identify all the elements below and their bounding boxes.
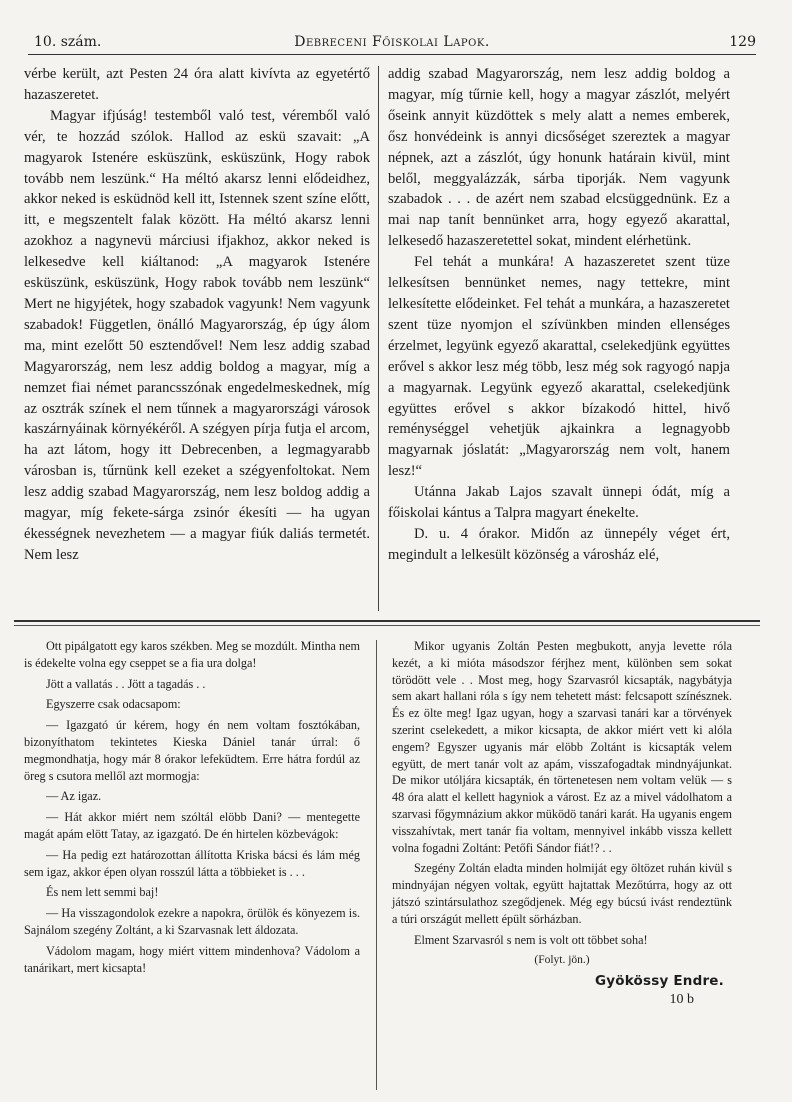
paragraph: Szegény Zoltán eladta minden holmiját egy öltözet ruhán kivül s mindnyájan négyen voltak, együtt hajtattak Mezőtúrra, hogy az ott játszó szintársulathoz szegődjenek. Még egy búcsú ivást rendeztünk a túri országút mellett épült sörházban.: [392, 861, 732, 926]
paragraph: És nem lett semmi baj!: [46, 885, 159, 900]
page-header: [28, 30, 756, 54]
feuilleton-right-column: [392, 638, 732, 1009]
header-rule: [28, 54, 756, 55]
paragraph: Vádolom magam, hogy miért vittem mindenhova? Vádolom a tanárikart, mert kicsapta!: [24, 943, 360, 975]
paragraph: addig szabad Magyarország, nem lesz addig boldog a magyar, míg tűrnie kell, hogy a magyar zászlót, melyért őseink annyit küzdöttek s mely alatt a nemes emberek, ősz honvédeink is annyi dicsőséget szereztek a magyar népnek, azt a zászlót, úgy honunk határain kivül, mint belől, meggyalázzák, sárba tiporják. Nem vagyunk szabadok . . . de azért nem szabad elcsüggednünk. Ez a mai nap tanít bennünket arra, hogy egyező akarattal, lelkesedő hazaszeretettel sokat, mindent elérhetünk.: [388, 66, 730, 250]
feuilleton-left-column: [24, 638, 360, 980]
signature-mark: 10 b: [669, 991, 694, 1007]
paragraph: — Ha pedig ezt határozottan állította Kriska bácsi és lám még sem igaz, akkor épen olyan rosszúl látta a többieket is . . .: [24, 847, 360, 879]
paragraph: — Az igaz.: [46, 789, 102, 804]
paragraph: Utánna Jakab Lajos szavalt ünnepi ódát, míg a főiskolai kántus a Talpra magyart énekelte.: [388, 484, 730, 522]
author-signature: Gyökössy Endre.: [594, 973, 724, 990]
paragraph: — Hát akkor miért nem szóltál elöbb Dani? — mentegette magát apám elött Tatay, az igazgató. De én hirtelen közbevágok:: [24, 810, 360, 841]
section-rule-thin: [14, 625, 760, 626]
main-left-column: [24, 64, 370, 566]
paragraph: Jött a vallatás . . Jött a tagadás . .: [46, 676, 206, 691]
column-divider: [378, 66, 379, 611]
journal-title: Debreceni Főiskolai Lapok.: [294, 34, 490, 50]
page-number: 129: [729, 34, 756, 50]
column-divider: [376, 640, 377, 1090]
main-right-column: [388, 64, 730, 566]
section-rule: [14, 620, 760, 622]
continued-note: (Folyt. jön.): [534, 954, 590, 967]
paragraph: vérbe került, azt Pesten 24 óra alatt kivívta az egyetértő hazaszeretet.: [24, 66, 370, 103]
issue-number: 10. szám.: [34, 34, 102, 50]
paragraph: Fel tehát a munkára! A hazaszeretet szent tüze lelkesítsen bennünket nemes, nagy tettekre, mint lelkesítette elődeinket. Fel tehát a munkára, a hazaszeretet szent tüze nyomjon el szívünkben minden ellenséges érzelmet, legyünk egyező akarattal, cselekedjünk együttes erővel s akkor lesz még több, lesz még sok ragyogó napja a magyarnak. Legyünk egyező akarattal, cselekedjünk együttes erővel s akkor bízakodó hittel, hivő reménységgel vehetjük ajkainkra a legnagyobb magyarnak jóslatát: „Magyarország nem volt, hanem lesz!“: [388, 254, 730, 480]
paragraph: D. u. 4 órakor. Midőn az ünnepély véget ért, megindult a lelkesült közönség a városház elé,: [388, 525, 730, 563]
paragraph: — Ha visszagondolok ezekre a napokra, örülök és könyezem is. Sajnálom szegény Zoltánt, a ki Szarvasnak lett áldozata.: [24, 906, 360, 937]
paragraph: Egyszerre csak odacsapom:: [46, 697, 181, 712]
paragraph: Mikor ugyanis Zoltán Pesten megbukott, anyja levette róla kezét, a ki mióta másodszor férjhez ment, különben sem sokat törödött vele . . Most meg, hogy Szarvasról kicsapták, nagybátyja sem akart hallani róla s így nem tehetett mást: felcsapott színésznek. És ez ölte meg! Igaz ugyan, hogy a szarvasi tanári kar a törvények szerint cselekedett, a mikor kicsapta, de akkor miért vett ki alóla engem? Egyszer ugyanis már elöbb Zoltánt is kicsapták velem együtt, de mert tanár volt az apám, visszafogadtak mindnyájunkat. De mikor utóljára kicsapták, én törtenetesen nem voltam velük — s 48 óra alatt el kellett hagyniok a várost. Ez az a mivel vádolhatom a szarvasi főgymnázium akkor müködö tanári karát. Ha ugyanis engem visszahívtak, mert tanár fia voltam, mennyivel inkább vissza kellett volna fogadni Zoltánt: Petőfi Sándor fiát!? . .: [392, 639, 732, 855]
paragraph: Ott pipálgatott egy karos székben. Meg se mozdúlt. Mintha nem is édekelte volna egy cseppet se a fia ura dolga!: [24, 639, 360, 670]
paragraph: — Igazgató úr kérem, hogy én nem voltam fosztókában, bizonyíthatom tekintetes Kieska Dániel tanár úrral: ő megmondhatja, hogy már 8 órakor lefeküdtem. Erre hátra fordúl az öreg s csutora mellől azt mormogja:: [24, 718, 360, 783]
paragraph: Magyar ifjúság! testemből való test, véremből való vér, te hozzád szólok. Hallod az eskü szavait: „A magyarok Istenére esküszünk, esküszünk, Hogy rabok tovább nem leszünk.“ Ha méltó akarsz lenni elődeidhez, akkor neked is esküdnöd kell itt, Istennek szent színe előtt, itt, e megszentelt falak között. Ha méltó akarsz lenni azokhoz a nagynevü márciusi ifjakhoz, akkor neked is lelkesedve kell kiáltanod: „A magyarok Istenére esküszünk, esküszünk, Hogy rabok tovább nem leszünk“ Mert ne higyjétek, hogy szabadok vagyunk! Nem vagyunk szabadok! Független, önálló Magyarország, ép úgy álom ma, mint ezelőtt 50 esztendővel! Nem lesz addig szabad Magyarország, nem lesz addig boldog a magyar, míg a nemzet fiai német parancsszónak engedelmeskednek, míg az osztrák színek el nem tűnnek a magyarországi városok kaszárnyáinak környékéről. A szégyen pírja futja el arcom, ha azt látom, hogy itt Debrecenben, a legmagyarabb városban is, tűrnünk kell ezeket a szégyenfoltokat. Nem lesz addig szabad Magyarország, nem lesz boldog addig a magyar, míg fekete-sárga zsinór ékesíti — ha ugyan ékességnek nevezhetem — a magyar fiúk daliás termetét. Nem lesz: [24, 107, 370, 563]
paragraph: Elment Szarvasról s nem is volt ott többet soha!: [414, 932, 648, 947]
